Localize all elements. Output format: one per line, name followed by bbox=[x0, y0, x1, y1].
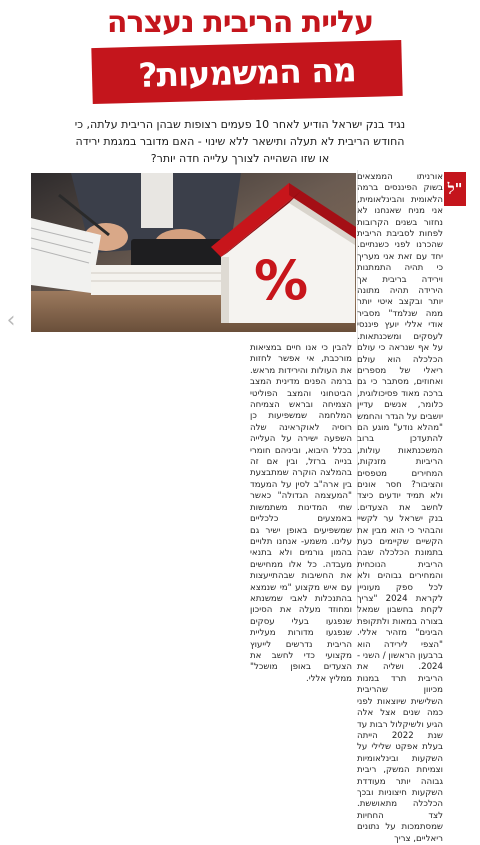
article-column-middle bbox=[250, 343, 352, 684]
photo-illustration bbox=[31, 173, 356, 332]
article-subhead-banner bbox=[91, 40, 402, 104]
article-subhead: מה המשמעות? bbox=[137, 49, 357, 95]
previous-page-chevron-icon[interactable]: ‹ bbox=[6, 308, 16, 333]
publication-brand-mark: ל" bbox=[444, 172, 466, 206]
article-headline: עליית הריבית נעצרה bbox=[106, 5, 374, 40]
house-percent-photo bbox=[31, 173, 356, 332]
article-deck: נגיד בנק ישראל הודיע לאחר 10 פעמים רצופות שבהן הריבית עלתה, כי החודש הריבית לא תעלה ותישאר ללא שינוי - האם מדובר במגמת ירידה או שזו השהייה לצורך עלייה חדה יותר? bbox=[74, 118, 406, 165]
article-body-middle: להבין כי אנו חיים במציאות מורכבת, אי אפשר לחזות את העולות והירידות מראש. ברמה הפנים מדינית המצב הביטחוני והמצב הפוליטי הצמיחה ובראש הצמיחה המלחמה שמשפיעות כן רוסיה לאוקראינה שלה השפעה ישירה על העלייה בכלל היבוא, וביניהם חומרי בנייה ברזל, ובין אם זה בהמלצה הוקרה שמתבצעת בין ארה"ב לסין על המעמד "המעצמה הגדולה" כאשר שתי המדינות משתמשות באמצעים כלכליים שמשפיעים באופן ישיר גם עלינו. משמע- אנחנו תלויים בהמון גורמים ולא בתנאי מעבדה. כל אלו ממחישים את החשיבות שבהתייעצות עם איש מקצוע "מי שנמצא בהתנכלות לאבי שמשנתא ומחוזד מעלה את הסיכון שנפגעו בעלי עסקים שנפגעו מדורות מעליית הריבית נדרשים לייעוץ מקצועי כדי לחשב את הצעדים באופן מושכל" ממליץ אללי. bbox=[250, 343, 352, 684]
percent-symbol: % bbox=[253, 249, 309, 312]
article-column-right bbox=[357, 172, 443, 844]
article-body-right: אורניתו הממצאים בשוק הפיננסים ברמה הלאומית והבינלאומית, אני מניח שאנחנו לא נחזור בשנים הקרובות לפחות לסביבת הריבית שהכרנו לפני כשנתיים. יחד עם זאת אני מעריך כי תהיה התמתנות וירידה בריבית אך הירידה תהיה מתונה יותר ובקצב איטי יותר ממה שנלמד" מסביר אודי אללי יועץ פיננסי לעסקים ומשכנתאות. על אף שנראה כי עולם הכלכלה הוא עולם ריאלי של מספרים ואחוזים, מסתבר כי גם ברכה מאוד פסיכולוגית, כלומר, אנשים עדיין יושבים על הגדר והחמש "מהלא נודע" מוגע הם להתעדכן ברוב המשכנתאות עולות, הריביות מזנקות, המחירים מטפסים והציבור? חסר אונים ולא תמיד יודעים כיצד לחשב את הצעדים. בנק ישראל ער לקשיי והבהיר כי הוא מבין את הקשיים שקיימים כעת בתמונת הכלכלה שבה הריבית הנוכחית והמחירים גבוהים ולא לכל ספק מעוניין לקראת 2024 "צריך לקחת בחשבון שמאל בצורה במאות ולתקופת הבינים" מזהיר אללי. "הצפי לירידה הוא ברבעון הראשון / השני - 2024. ושליה את הריבית תרד במנות מכיוון שהריבית השלישית שיוצאות לפני כמה שנים אצל אלה הגיע ולשיקלול רבות עד שנת 2022 הייתה בעלת אפקט שלילי על השקעות ובינלאומיות וצמיחת המשק, ריבית גבוהה יותר מעודדת השקעות חיצוניות ובכך הכלכלה מתאוששת. לצד החחיות שמסתמכות על נתונים ריאליים, צריך bbox=[357, 172, 443, 844]
